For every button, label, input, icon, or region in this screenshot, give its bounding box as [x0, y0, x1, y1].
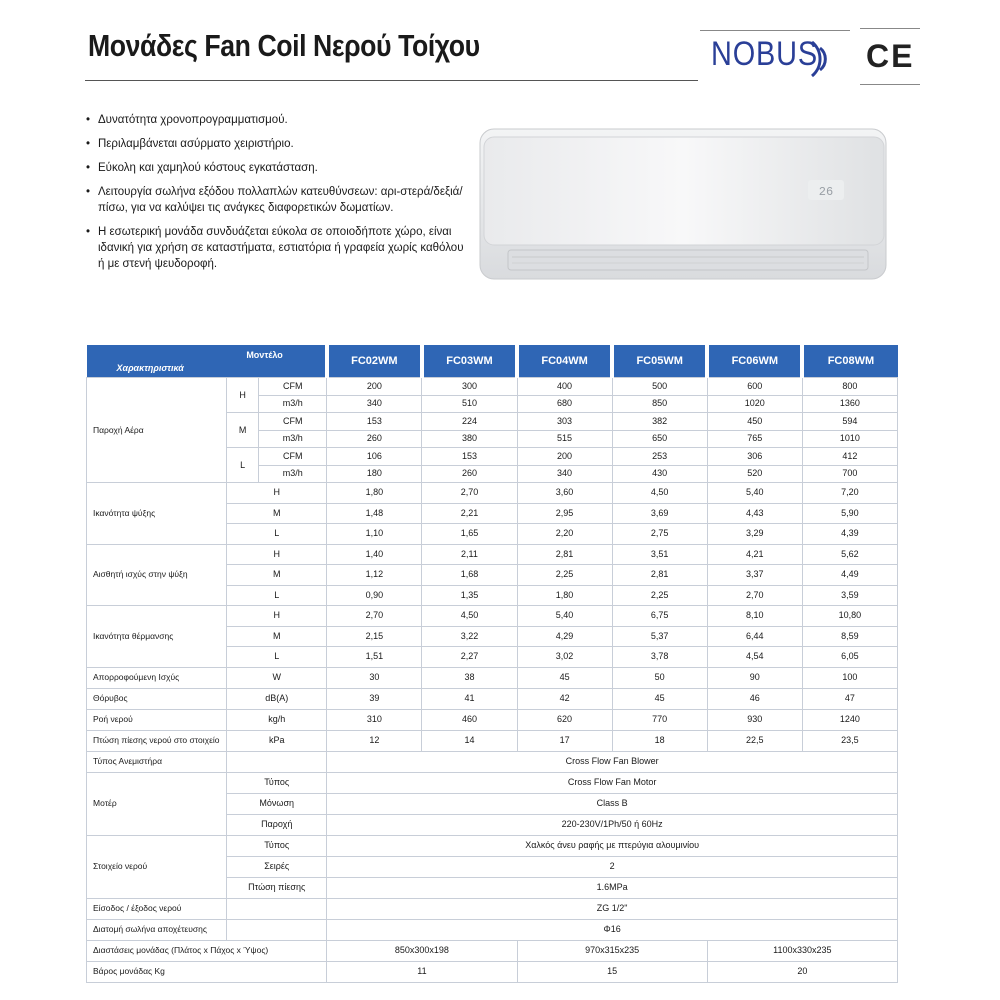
row-label: Ικανότητα θέρμανσης	[87, 606, 227, 668]
value-cell: 153	[327, 413, 422, 431]
value-cell: 14	[422, 730, 517, 751]
value-cell: 800	[802, 378, 897, 396]
table-row	[87, 751, 898, 772]
value-cell: 700	[802, 465, 897, 483]
value-cell: 594	[802, 413, 897, 431]
speed-label: H	[227, 544, 327, 565]
value-cell: 303	[517, 413, 612, 431]
value-cell: 10,80	[802, 606, 897, 627]
value-cell: 765	[707, 430, 802, 448]
value-cell: 460	[422, 709, 517, 730]
feature-item: • Δυνατότητα χρονοπρογραμματισμού.	[86, 112, 466, 128]
model-header: FC05WM	[612, 345, 707, 378]
value-cell: 220-230V/1Ph/50 ή 60Hz	[327, 814, 898, 835]
value-cell: 0,90	[327, 585, 422, 606]
value-cell: 3,29	[707, 524, 802, 545]
value-cell: 3,60	[517, 483, 612, 504]
value-cell: 153	[422, 448, 517, 466]
value-cell: 4,49	[802, 565, 897, 586]
model-header: FC04WM	[517, 345, 612, 378]
model-header: FC02WM	[327, 345, 422, 378]
unit-label: kPa	[227, 730, 327, 751]
value-cell: 39	[327, 688, 422, 709]
value-cell: 520	[707, 465, 802, 483]
value-cell: 41	[422, 688, 517, 709]
value-cell: 260	[422, 465, 517, 483]
table-cell	[227, 919, 327, 940]
value-cell: 3,51	[612, 544, 707, 565]
value-cell: 2,70	[327, 606, 422, 627]
unit-label: W	[227, 667, 327, 688]
value-cell: 2,95	[517, 503, 612, 524]
unit-label: CFM	[259, 448, 327, 466]
value-cell: 6,05	[802, 647, 897, 668]
row-label: Μοτέρ	[87, 772, 227, 835]
model-header: FC06WM	[707, 345, 802, 378]
value-cell: 1240	[802, 709, 897, 730]
value-cell: 3,02	[517, 647, 612, 668]
value-cell: 2,27	[422, 647, 517, 668]
table-row	[87, 544, 898, 565]
value-cell: 253	[612, 448, 707, 466]
value-cell: 300	[422, 378, 517, 396]
value-cell: 930	[707, 709, 802, 730]
value-cell: 30	[327, 667, 422, 688]
value-cell: 1100x330x235	[707, 940, 897, 961]
feature-item: • Εύκολη και χαμηλού κόστους εγκατάσταση.	[86, 160, 466, 176]
value-cell: 5,62	[802, 544, 897, 565]
value-cell: 4,43	[707, 503, 802, 524]
sub-label: Τύπος	[227, 772, 327, 793]
value-cell: 380	[422, 430, 517, 448]
sub-label: Τύπος	[227, 835, 327, 856]
speed-label: H	[227, 378, 259, 413]
unit-label: m3/h	[259, 395, 327, 413]
value-cell: 650	[612, 430, 707, 448]
value-cell: 620	[517, 709, 612, 730]
table-row	[87, 378, 898, 396]
value-cell: Cross Flow Fan Blower	[327, 751, 898, 772]
row-label: Πτώση πίεσης νερού στο στοιχείο	[87, 730, 227, 751]
value-cell: 850	[612, 395, 707, 413]
value-cell: 2,70	[707, 585, 802, 606]
value-cell: 2,70	[422, 483, 517, 504]
row-label: Είσοδος / έξοδος νερού	[87, 898, 227, 919]
value-cell: 515	[517, 430, 612, 448]
unit-label: CFM	[259, 378, 327, 396]
value-cell: 3,37	[707, 565, 802, 586]
value-cell: 22,5	[707, 730, 802, 751]
value-cell: 3,59	[802, 585, 897, 606]
value-cell: 600	[707, 378, 802, 396]
unit-label: CFM	[259, 413, 327, 431]
feature-item: • Περιλαμβάνεται ασύρματο χειριστήριο.	[86, 136, 466, 152]
row-label: Ροή νερού	[87, 709, 227, 730]
value-cell: 2,81	[517, 544, 612, 565]
value-cell: 260	[327, 430, 422, 448]
value-cell: Class B	[327, 793, 898, 814]
value-cell: 1,68	[422, 565, 517, 586]
title-underline	[85, 80, 698, 81]
unit-label: dB(A)	[227, 688, 327, 709]
table-row	[87, 606, 898, 627]
value-cell: 11	[327, 961, 517, 982]
value-cell: 850x300x198	[327, 940, 517, 961]
table-row	[87, 709, 898, 730]
table-row	[87, 730, 898, 751]
value-cell: 1,12	[327, 565, 422, 586]
sub-label: Σειρές	[227, 856, 327, 877]
row-label: Τύπος Ανεμιστήρα	[87, 751, 227, 772]
speed-label: M	[227, 565, 327, 586]
value-cell: 17	[517, 730, 612, 751]
feature-item: • Η εσωτερική μονάδα συνδυάζεται εύκολα σε οποιοδήποτε χώρο, είναι ιδανική για χρήση σε καταστήματα, εστιατόρια ή γραφεία χωρίς καθόλου ή με στενή ψευδοροφή.	[86, 224, 466, 272]
value-cell: 200	[327, 378, 422, 396]
value-cell: 3,69	[612, 503, 707, 524]
value-cell: 2,11	[422, 544, 517, 565]
speed-label: L	[227, 524, 327, 545]
value-cell: 45	[517, 667, 612, 688]
value-cell: 2,15	[327, 626, 422, 647]
value-cell: 5,37	[612, 626, 707, 647]
speed-label: L	[227, 585, 327, 606]
brand-logo: NOBUS	[711, 35, 819, 73]
value-cell: 400	[517, 378, 612, 396]
row-label: Στοιχείο νερού	[87, 835, 227, 898]
sub-label: Παροχή	[227, 814, 327, 835]
value-cell: 310	[327, 709, 422, 730]
value-cell: 510	[422, 395, 517, 413]
table-corner-header	[87, 345, 327, 378]
value-cell: Φ16	[327, 919, 898, 940]
table-row	[87, 688, 898, 709]
value-cell: 4,21	[707, 544, 802, 565]
value-cell: 6,75	[612, 606, 707, 627]
table-row	[87, 345, 898, 378]
value-cell: 1360	[802, 395, 897, 413]
row-label: Απορροφούμενη Ισχύς	[87, 667, 227, 688]
value-cell: 100	[802, 667, 897, 688]
value-cell: 18	[612, 730, 707, 751]
corner-features-label: Χαρακτηριστικά	[116, 363, 184, 373]
row-label: Παροχή Αέρα	[87, 378, 227, 483]
value-cell: 2	[327, 856, 898, 877]
value-cell: 1,10	[327, 524, 422, 545]
value-cell: 90	[707, 667, 802, 688]
row-label: Θόρυβος	[87, 688, 227, 709]
value-cell: 1,51	[327, 647, 422, 668]
value-cell: 770	[612, 709, 707, 730]
value-cell: 8,59	[802, 626, 897, 647]
row-label: Ικανότητα ψύξης	[87, 483, 227, 545]
row-label: Αισθητή ισχύς στην ψύξη	[87, 544, 227, 606]
value-cell: 382	[612, 413, 707, 431]
speed-label: L	[227, 448, 259, 483]
value-cell: 1,40	[327, 544, 422, 565]
value-cell: 8,10	[707, 606, 802, 627]
value-cell: 200	[517, 448, 612, 466]
value-cell: 4,54	[707, 647, 802, 668]
value-cell: 1,80	[327, 483, 422, 504]
value-cell: 340	[327, 395, 422, 413]
table-row	[87, 483, 898, 504]
value-cell: 38	[422, 667, 517, 688]
unit-label: kg/h	[227, 709, 327, 730]
speed-label: L	[227, 647, 327, 668]
value-cell: 1020	[707, 395, 802, 413]
value-cell: 1,80	[517, 585, 612, 606]
value-cell: 2,20	[517, 524, 612, 545]
table-row	[87, 835, 898, 856]
value-cell: 3,22	[422, 626, 517, 647]
value-cell: 412	[802, 448, 897, 466]
spec-table	[86, 345, 898, 983]
value-cell: 1,48	[327, 503, 422, 524]
fan-coil-unit-image	[478, 125, 888, 285]
table-cell	[227, 751, 327, 772]
model-header: FC03WM	[422, 345, 517, 378]
value-cell: 2,25	[612, 585, 707, 606]
value-cell: 4,29	[517, 626, 612, 647]
value-cell: 42	[517, 688, 612, 709]
value-cell: 4,50	[422, 606, 517, 627]
value-cell: 970x315x235	[517, 940, 707, 961]
value-cell: 224	[422, 413, 517, 431]
value-cell: 680	[517, 395, 612, 413]
corner-model-label: Μοντέλο	[246, 350, 283, 360]
value-cell: 5,40	[707, 483, 802, 504]
value-cell: 340	[517, 465, 612, 483]
row-label: Διατομή σωλήνα αποχέτευσης	[87, 919, 227, 940]
value-cell: 45	[612, 688, 707, 709]
unit-label: m3/h	[259, 465, 327, 483]
row-label: Διαστάσεις μονάδας (Πλάτος x Πάχος x Ύψος)	[87, 940, 327, 961]
value-cell: 306	[707, 448, 802, 466]
value-cell: 180	[327, 465, 422, 483]
unit-label: m3/h	[259, 430, 327, 448]
table-row	[87, 898, 898, 919]
value-cell: 4,39	[802, 524, 897, 545]
value-cell: 5,90	[802, 503, 897, 524]
feature-list	[86, 112, 466, 280]
value-cell: 1010	[802, 430, 897, 448]
table-row	[87, 961, 898, 982]
sub-label: Μόνωση	[227, 793, 327, 814]
value-cell: 106	[327, 448, 422, 466]
value-cell: 5,40	[517, 606, 612, 627]
table-row	[87, 667, 898, 688]
table-cell	[227, 898, 327, 919]
table-row	[87, 940, 898, 961]
value-cell: 50	[612, 667, 707, 688]
value-cell: 1.6MPa	[327, 877, 898, 898]
table-row	[87, 919, 898, 940]
sub-label: Πτώση πίεσης	[227, 877, 327, 898]
value-cell: 2,25	[517, 565, 612, 586]
value-cell: 4,50	[612, 483, 707, 504]
value-cell: 23,5	[802, 730, 897, 751]
model-header: FC08WM	[802, 345, 897, 378]
value-cell: 12	[327, 730, 422, 751]
value-cell: 2,21	[422, 503, 517, 524]
value-cell: 47	[802, 688, 897, 709]
row-label: Βάρος μονάδας Kg	[87, 961, 327, 982]
value-cell: 500	[612, 378, 707, 396]
value-cell: 1,65	[422, 524, 517, 545]
svg-text:26: 26	[818, 185, 834, 199]
value-cell: 46	[707, 688, 802, 709]
wifi-signal-icon	[808, 36, 844, 82]
value-cell: 3,78	[612, 647, 707, 668]
value-cell: 6,44	[707, 626, 802, 647]
speed-label: M	[227, 626, 327, 647]
value-cell: 2,81	[612, 565, 707, 586]
value-cell: ZG 1/2"	[327, 898, 898, 919]
value-cell: 15	[517, 961, 707, 982]
feature-item: • Λειτουργία σωλήνα εξόδου πολλαπλών κατευθύνσεων: αρι-στερά/δεξιά/πίσω, για να καλύψει τις ανάγκες διαφορετικών δωματίων.	[86, 184, 466, 216]
speed-label: M	[227, 503, 327, 524]
value-cell: 450	[707, 413, 802, 431]
value-cell: Cross Flow Fan Motor	[327, 772, 898, 793]
table-row	[87, 772, 898, 793]
logo-divider	[700, 30, 850, 31]
speed-label: H	[227, 483, 327, 504]
value-cell: 430	[612, 465, 707, 483]
value-cell: 1,35	[422, 585, 517, 606]
speed-label: H	[227, 606, 327, 627]
ce-mark: CE	[866, 38, 915, 74]
value-cell: 7,20	[802, 483, 897, 504]
value-cell: Χαλκός άνευ ραφής με πτερύγια αλουμινίου	[327, 835, 898, 856]
value-cell: 2,75	[612, 524, 707, 545]
value-cell: 20	[707, 961, 897, 982]
speed-label: M	[227, 413, 259, 448]
page-title: Μονάδες Fan Coil Νερού Τοίχου	[88, 28, 480, 63]
